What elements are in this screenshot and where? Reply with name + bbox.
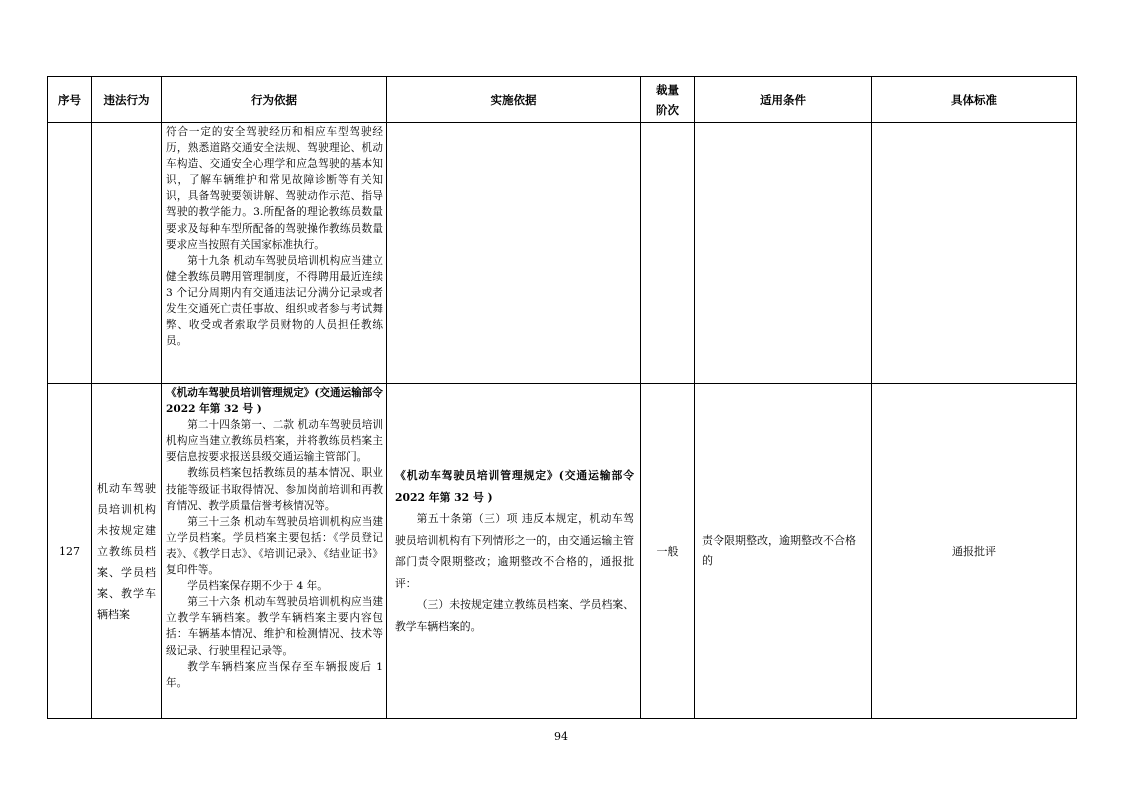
header-basis: 行为依据 xyxy=(162,77,387,123)
cell-seq-empty xyxy=(48,123,92,384)
cell-violation: 机动车驾驶员培训机构未按规定建立教练员档案、学员档案、教学车辆档案 xyxy=(92,384,162,719)
cell-discretion-empty xyxy=(641,123,695,384)
basis-text: 第三十六条 机动车驾驶员培训机构应当建立教学车辆档案。教学车辆档案主要内容包括：车辆基本情况、维护和检测情况、技术等级记录、行驶里程记录等。 xyxy=(166,596,383,657)
basis-text: 第十九条 机动车驾驶员培训机构应当建立健全教练员聘用管理制度，不得聘用最近连续 3 个记分周期内有交通违法记分满分记录或者发生交通死亡责任事故、组织或者参与考试舞弊、收受或者索取学员财物的人员担任教练员。 xyxy=(166,254,383,348)
impl-text: （三）未按规定建立教练员档案、学员档案、教学车辆档案的。 xyxy=(395,598,634,633)
enforcement-table xyxy=(47,76,1077,719)
basis-text: 符合一定的安全驾驶经历和相应车型驾驶经历，熟悉道路交通安全法规、驾驶理论、机动车构造、交通安全心理学和应急驾驶的基本知识，了解车辆维护和常见故障诊断等有关知识，具备驾驶要领讲解、驾驶动作示范、指导驾驶的教学能力。3.所配备的理论教练员数量要求及每种车型所配备的驾驶操作教练员数量要求应当按照有关国家标准执行。 xyxy=(166,126,383,251)
cell-impl-empty xyxy=(387,123,641,384)
cell-standard-empty xyxy=(872,123,1077,384)
cell-standard: 通报批评 xyxy=(872,384,1077,719)
header-implementation: 实施依据 xyxy=(387,77,641,123)
cell-implementation xyxy=(387,384,641,719)
page-number: 94 xyxy=(554,730,568,743)
impl-text: 第五十条第（三）项 违反本规定，机动车驾驶员培训机构有下列情形之一的，由交通运输主管部门责令限期整改；逾期整改不合格的，通报批评： xyxy=(395,512,634,590)
cell-condition-empty xyxy=(695,123,872,384)
basis-text: 教练员档案包括教练员的基本情况、职业技能等级证书取得情况、参加岗前培训和再教育情况、教学质量信誉考核情况等。 xyxy=(166,467,383,512)
cell-seq: 127 xyxy=(48,384,92,719)
basis-text: 学员档案保存期不少于 4 年。 xyxy=(187,580,328,593)
header-seq: 序号 xyxy=(48,77,92,123)
basis-text: 教学车辆档案应当保存至车辆报废后 1 年。 xyxy=(166,660,383,689)
cell-condition: 责令限期整改，逾期整改不合格的 xyxy=(695,384,872,719)
table-row-127 xyxy=(48,384,1077,719)
header-violation: 违法行为 xyxy=(92,77,162,123)
impl-title: 《机动车驾驶员培训管理规定》(交通运输部令 2022 年第 32 号 ) xyxy=(395,469,634,504)
basis-text: 第三十三条 机动车驾驶员培训机构应当建立学员档案。学员档案主要包括：《学员登记表》、《教学日志》、《培训记录》、《结业证书》复印件等。 xyxy=(166,515,383,577)
cell-violation-empty xyxy=(92,123,162,384)
table-row-continued xyxy=(48,123,1077,384)
header-discretion-line1: 裁量 xyxy=(656,82,679,97)
header-standard: 具体标准 xyxy=(872,77,1077,123)
cell-discretion: 一般 xyxy=(641,384,695,719)
cell-basis xyxy=(162,384,387,719)
header-row xyxy=(48,77,1077,123)
header-discretion-line2: 阶次 xyxy=(656,102,679,117)
basis-text: 第二十四条第一、二款 机动车驾驶员培训机构应当建立教练员档案，并将教练员档案主要信息按要求报送县级交通运输主管部门。 xyxy=(166,419,383,464)
header-condition: 适用条件 xyxy=(695,77,872,123)
header-discretion xyxy=(641,77,695,123)
cell-basis-continued xyxy=(162,123,387,384)
basis-title: 《机动车驾驶员培训管理规定》(交通运输部令 2022 年第 32 号 ) xyxy=(166,387,383,416)
